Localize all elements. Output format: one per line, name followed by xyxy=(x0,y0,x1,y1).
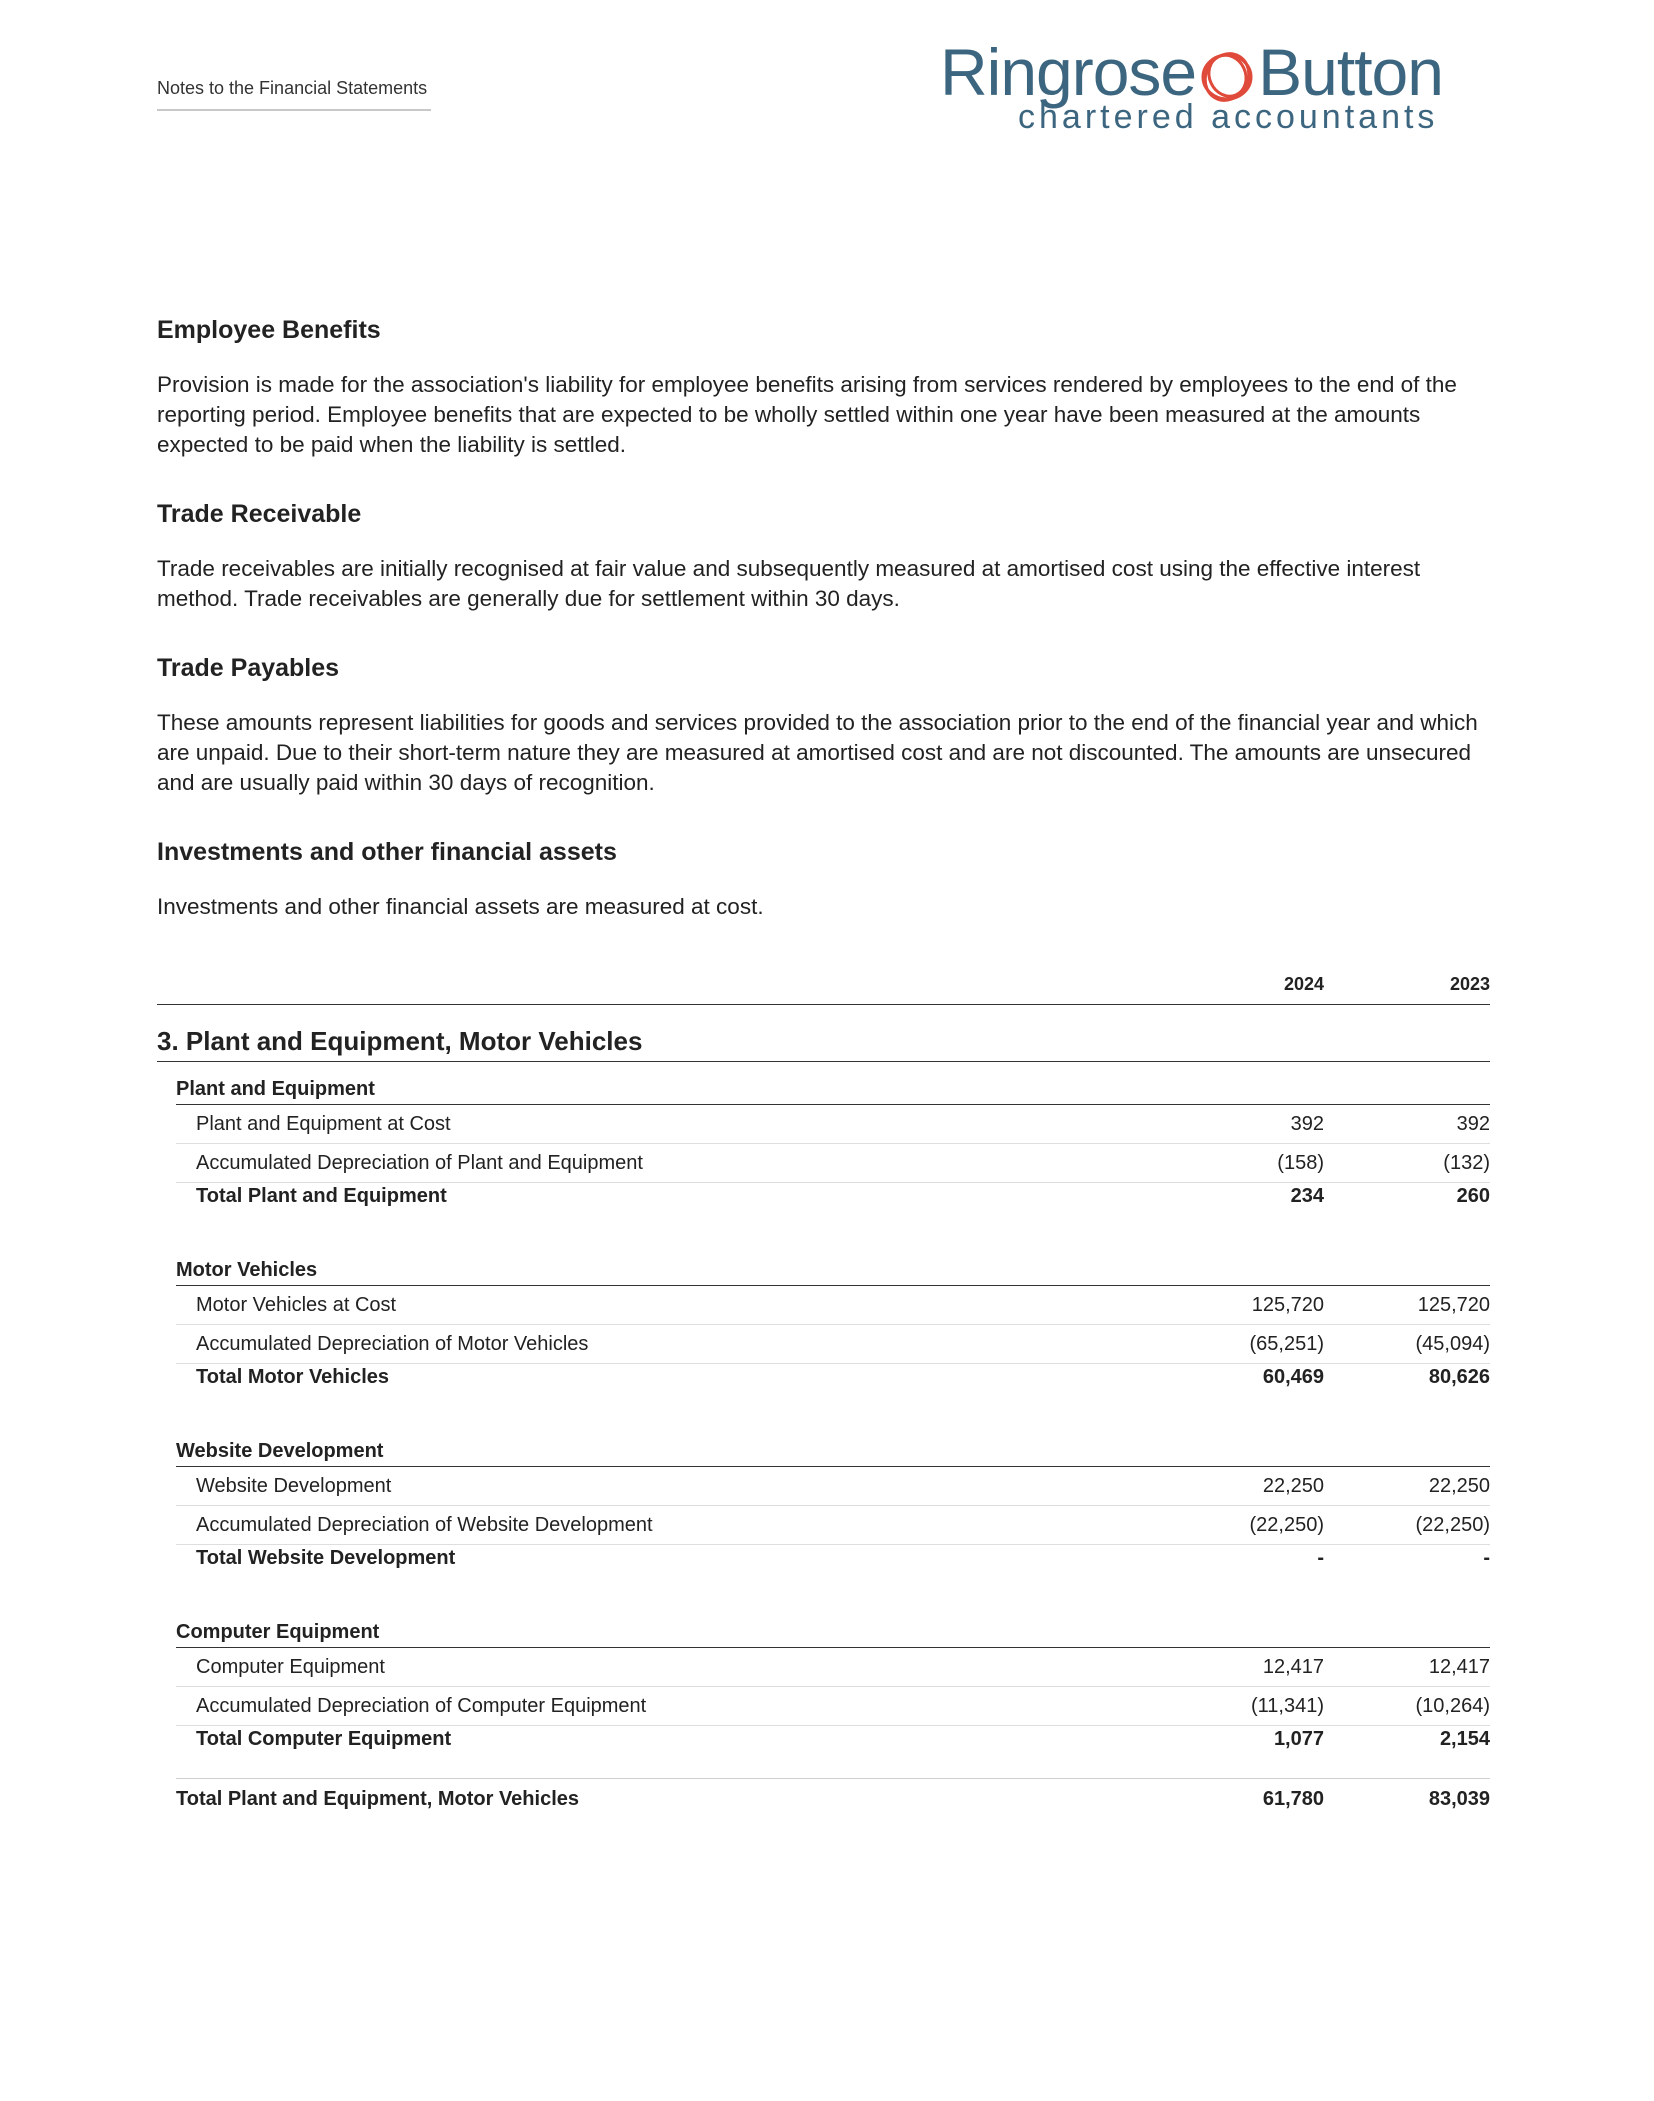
note-title: 3. Plant and Equipment, Motor Vehicles xyxy=(157,1023,1490,1062)
total-label: Total Website Development xyxy=(196,1547,456,1569)
logo-name-part1: Ringrose xyxy=(940,35,1197,109)
value-2024: (22,250) xyxy=(1249,1514,1324,1536)
value-2024: (11,341) xyxy=(1250,1695,1324,1717)
total-2023: 260 xyxy=(1456,1185,1490,1207)
total-row xyxy=(176,1726,1490,1756)
group-computer-equipment xyxy=(176,1617,1490,1756)
total-2023: - xyxy=(1483,1547,1490,1569)
total-2024: 60,469 xyxy=(1262,1366,1324,1388)
group-website-development xyxy=(176,1436,1490,1575)
total-label: Total Computer Equipment xyxy=(196,1728,452,1750)
value-2023: (45,094) xyxy=(1415,1333,1490,1355)
value-2023: 12,417 xyxy=(1428,1656,1490,1678)
section-employee-benefits xyxy=(157,312,1490,460)
group-title: Motor Vehicles xyxy=(176,1255,1490,1286)
value-2024: 22,250 xyxy=(1262,1475,1324,1497)
table-row xyxy=(176,1648,1490,1687)
grand-total-2024: 61,780 xyxy=(1262,1788,1324,1810)
total-row xyxy=(176,1545,1490,1575)
total-2024: 1,077 xyxy=(1273,1728,1324,1750)
row-label: Accumulated Depreciation of Plant and Equipment xyxy=(196,1152,643,1174)
section-body: Trade receivables are initially recognised at fair value and subsequently measured at amortised cost using the effective interest method. Trade receivables are generally due for settlement within 30 days. xyxy=(157,556,1421,611)
section-body: Provision is made for the association's liability for employee benefits arising from services rendered by employees to the end of the reporting period. Employee benefits that are expected to be wholly settled within one year have been measured at the amounts expected to be paid when the liability is settled. xyxy=(157,372,1457,457)
table-row xyxy=(176,1506,1490,1545)
group-title: Plant and Equipment xyxy=(176,1074,1490,1105)
table-row xyxy=(176,1467,1490,1506)
row-label: Website Development xyxy=(196,1475,392,1497)
table-row xyxy=(176,1105,1490,1144)
year-header-2024: 2024 xyxy=(1283,974,1324,994)
value-2024: 12,417 xyxy=(1262,1656,1324,1678)
table-row xyxy=(176,1325,1490,1364)
value-2023: 125,720 xyxy=(1417,1294,1490,1316)
row-label: Plant and Equipment at Cost xyxy=(196,1113,451,1135)
section-body: Investments and other financial assets are measured at cost. xyxy=(157,894,764,919)
value-2023: (10,264) xyxy=(1415,1695,1490,1717)
table-row xyxy=(176,1144,1490,1183)
grand-total-label: Total Plant and Equipment, Motor Vehicles xyxy=(176,1788,580,1810)
company-logo xyxy=(940,32,1500,140)
logo-tagline: chartered accountants xyxy=(1018,98,1439,136)
group-plant-and-equipment xyxy=(176,1074,1490,1213)
total-2024: - xyxy=(1317,1547,1324,1569)
logo-name-part2: Button xyxy=(1258,35,1443,109)
value-2023: (132) xyxy=(1443,1152,1490,1174)
section-body: These amounts represent liabilities for goods and services provided to the association prior to the end of the financial year and which are unpaid. Due to their short-term nature they are measured at amortised cost and are not discounted. The amounts are unsecured and are usually paid within 30 days of recognition. xyxy=(157,710,1478,795)
section-heading: Investments and other financial assets xyxy=(157,838,617,866)
logo-ring-icon xyxy=(1198,43,1256,101)
grand-total-2023: 83,039 xyxy=(1428,1788,1490,1810)
financial-note-table xyxy=(157,970,1490,1819)
section-investments xyxy=(157,834,1490,922)
group-motor-vehicles xyxy=(176,1255,1490,1394)
group-title: Computer Equipment xyxy=(176,1617,1490,1648)
section-heading: Trade Receivable xyxy=(157,500,362,528)
value-2024: 125,720 xyxy=(1251,1294,1324,1316)
value-2023: 22,250 xyxy=(1428,1475,1490,1497)
group-title: Website Development xyxy=(176,1436,1490,1467)
row-label: Accumulated Depreciation of Website Development xyxy=(196,1514,653,1536)
section-heading: Employee Benefits xyxy=(157,316,381,344)
table-row xyxy=(176,1687,1490,1726)
running-header: Notes to the Financial Statements xyxy=(157,78,431,111)
total-label: Total Plant and Equipment xyxy=(196,1185,447,1207)
value-2024: (65,251) xyxy=(1249,1333,1324,1355)
section-trade-payables xyxy=(157,650,1490,798)
total-2024: 234 xyxy=(1290,1185,1324,1207)
value-2024: (158) xyxy=(1277,1152,1324,1174)
row-label: Accumulated Depreciation of Motor Vehicles xyxy=(196,1333,589,1355)
row-label: Computer Equipment xyxy=(196,1656,385,1678)
year-header-row xyxy=(157,970,1490,1005)
total-row xyxy=(176,1364,1490,1394)
value-2023: 392 xyxy=(1456,1113,1490,1135)
table-row xyxy=(176,1286,1490,1325)
value-2024: 392 xyxy=(1290,1113,1324,1135)
value-2023: (22,250) xyxy=(1415,1514,1490,1536)
section-heading: Trade Payables xyxy=(157,654,340,682)
total-label: Total Motor Vehicles xyxy=(196,1366,389,1388)
row-label: Motor Vehicles at Cost xyxy=(196,1294,397,1316)
grand-total-row xyxy=(176,1778,1490,1819)
total-row xyxy=(176,1183,1490,1213)
section-trade-receivable xyxy=(157,496,1490,614)
year-header-2023: 2023 xyxy=(1449,974,1490,994)
total-2023: 80,626 xyxy=(1428,1366,1490,1388)
policy-notes xyxy=(157,312,1490,958)
row-label: Accumulated Depreciation of Computer Equipment xyxy=(196,1695,647,1717)
total-2023: 2,154 xyxy=(1439,1728,1490,1750)
